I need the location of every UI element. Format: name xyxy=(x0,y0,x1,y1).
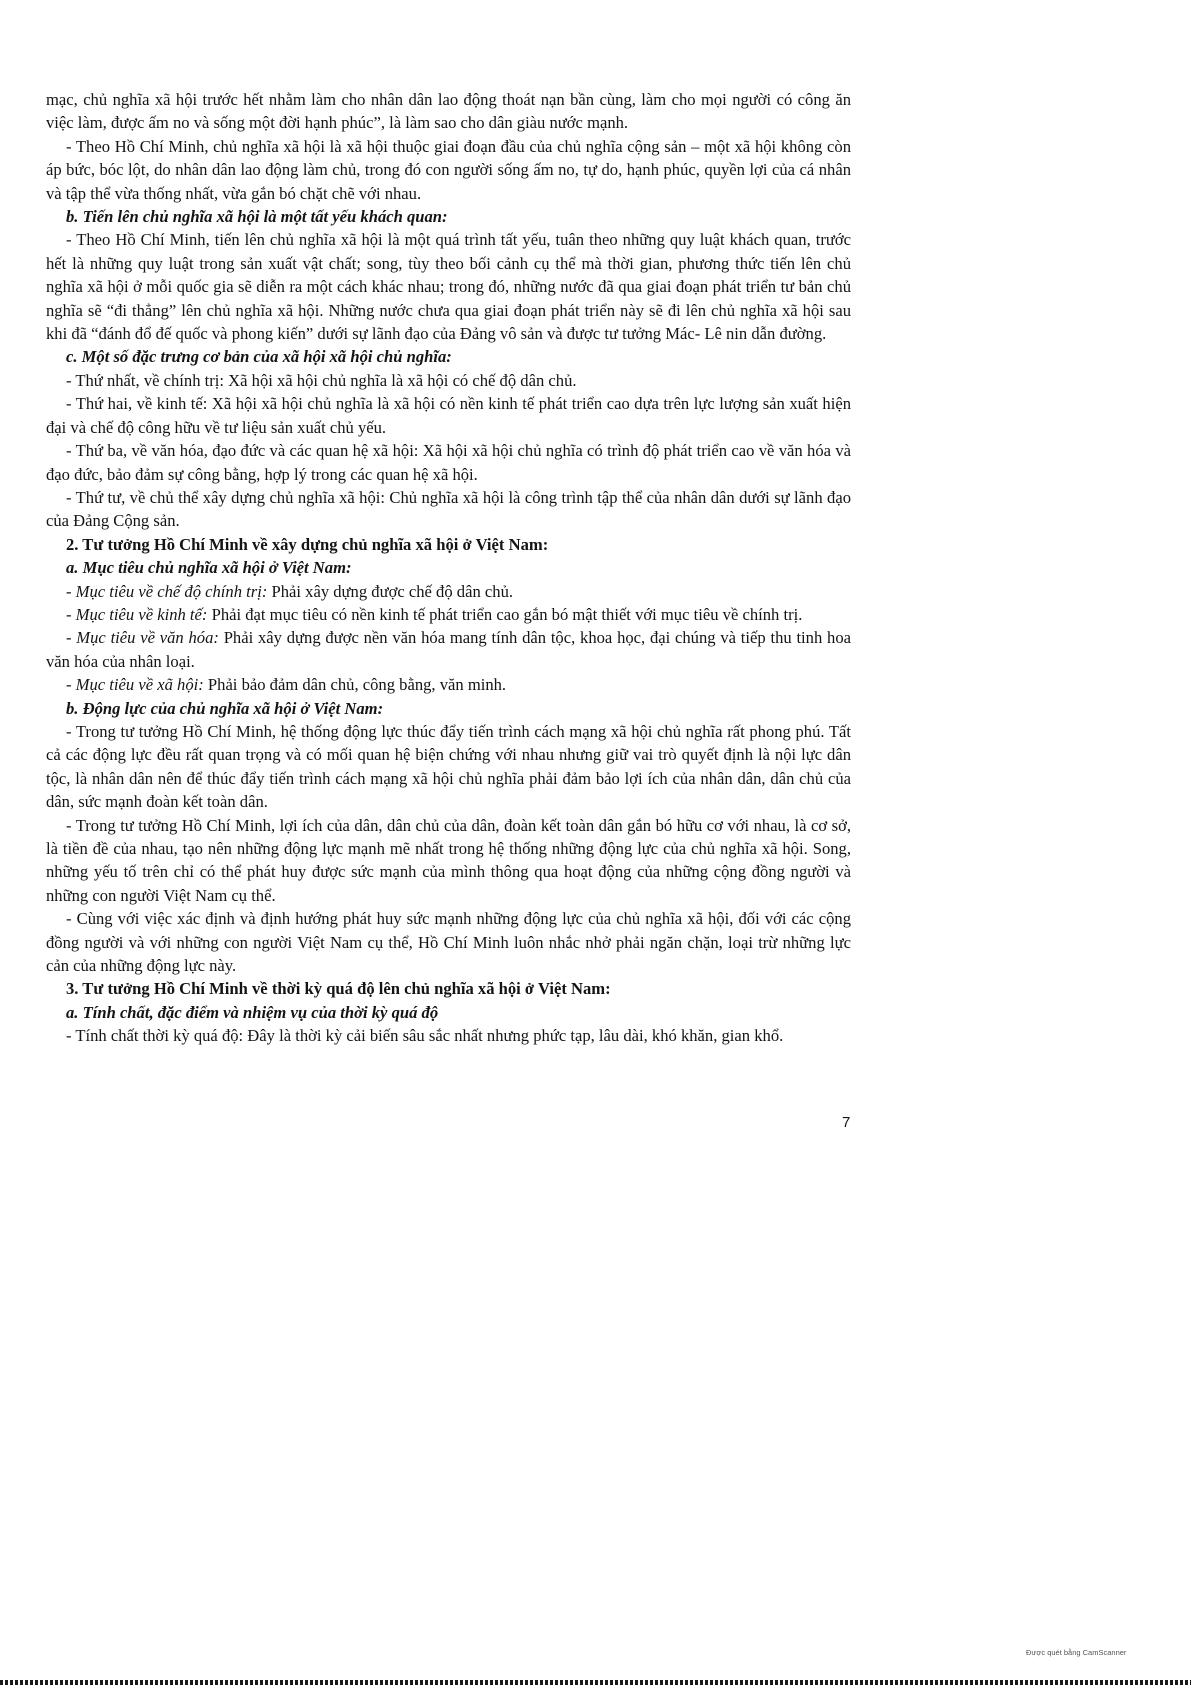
section-heading: b. Tiến lên chủ nghĩa xã hội là một tất yếu khách quan: xyxy=(66,207,448,227)
objective-paragraph xyxy=(46,673,851,696)
objective-label: - Mục tiêu về kinh tế: xyxy=(66,604,208,624)
body-paragraph: - Theo Hồ Chí Minh, tiến lên chủ nghĩa xã hội là một quá trình tất yếu, tuân theo những quy luật khách quan, trước hết là những quy luật trong sản xuất vật chất; song, tùy theo bối cảnh cụ thể mà thời gian, phương thức tiến lên chủ nghĩa xã hội ở mỗi quốc gia sẽ diễn ra một cách khác nhau; trong đó, những nước đã qua giai đoạn phát triển tư bản chủ nghĩa sẽ “đi thẳng” lên chủ nghĩa xã hội. Những nước chưa qua giai đoạn phát triển này sẽ đi lên chủ nghĩa xã hội sau khi đã “đánh đổ đế quốc và phong kiến” dưới sự lãnh đạo của Đảng vô sản và được tư tưởng Mác- Lê nin dẫn đường. xyxy=(46,230,851,344)
body-paragraph: - Theo Hồ Chí Minh, chủ nghĩa xã hội là xã hội thuộc giai đoạn đầu của chủ nghĩa cộng sản – một xã hội không còn áp bức, bóc lột, do nhân dân lao động làm chủ, trong đó con người sống ấm no, tự do, hạnh phúc, quyền lợi của cá nhân và tập thể vừa thống nhất, vừa gắn bó chặt chẽ với nhau. xyxy=(46,136,851,203)
body-paragraph: - Cùng với việc xác định và định hướng phát huy sức mạnh những động lực của chủ nghĩa xã hội, đối với các cộng đồng người và với những con người Việt Nam cụ thể, Hồ Chí Minh luôn nhắc nhở phải ngăn chặn, loại trừ những lực cản của những động lực này. xyxy=(46,909,851,976)
body-paragraph: - Trong tư tưởng Hồ Chí Minh, hệ thống động lực thúc đẩy tiến trình cách mạng xã hội chủ nghĩa rất phong phú. Tất cả các động lực đều rất quan trọng và có mối quan hệ biện chứng với nhau nhưng giữ vai trò quyết định là nội lực dân tộc, là nhân dân nên để thúc đẩy tiến trình cách mạng xã hội chủ nghĩa phải đảm bảo lợi ích của nhân dân, dân chủ của dân, sức mạnh đoàn kết toàn dân. xyxy=(46,721,851,812)
objective-label: - Mục tiêu về xã hội: xyxy=(66,675,204,695)
objective-text: Phải xây dựng được chế độ dân chủ. xyxy=(267,581,514,601)
body-paragraph: - Trong tư tưởng Hồ Chí Minh, lợi ích của dân, dân chủ của dân, đoàn kết toàn dân gắn bó hữu cơ với nhau, là cơ sở, là tiền đề của nhau, tạo nên những động lực mạnh mẽ nhất trong hệ thống những động lực của chủ nghĩa xã hội. Song, những yếu tố trên chỉ có thể phát huy được sức mạnh của mình thông qua hoạt động của những cộng đồng người và những con người Việt Nam cụ thể. xyxy=(46,815,851,905)
scanner-watermark: Được quét bằng CamScanner xyxy=(1026,1648,1127,1657)
objective-text: Phải bảo đảm dân chủ, công bằng, văn minh. xyxy=(203,675,507,695)
objective-paragraph xyxy=(46,580,851,603)
body-paragraph: mạc, chủ nghĩa xã hội trước hết nhằm làm cho nhân dân lao động thoát nạn bần cùng, làm cho mọi người có công ăn việc làm, được ấm no và sống một đời hạnh phúc”, là làm sao cho dân giàu nước mạnh. xyxy=(46,90,851,133)
body-paragraph: - Thứ hai, về kinh tế: Xã hội xã hội chủ nghĩa là xã hội có nền kinh tế phát triển cao dựa trên lực lượng sản xuất hiện đại và chế độ công hữu về tư liệu sản xuất chủ yếu. xyxy=(46,394,851,437)
document-page xyxy=(46,88,851,1048)
section-heading: a. Mục tiêu chủ nghĩa xã hội ở Việt Nam: xyxy=(66,558,352,578)
objective-label: - Mục tiêu về văn hóa: xyxy=(66,628,219,648)
scan-edge-divider xyxy=(0,1680,1191,1685)
section-heading: b. Động lực của chủ nghĩa xã hội ở Việt Nam: xyxy=(66,698,384,718)
objective-label: - Mục tiêu về chế độ chính trị: xyxy=(66,581,268,601)
objective-paragraph xyxy=(46,626,851,673)
objective-paragraph xyxy=(46,603,851,626)
section-heading: a. Tính chất, đặc điểm và nhiệm vụ của thời kỳ quá độ xyxy=(66,1002,439,1022)
section-heading: 2. Tư tưởng Hồ Chí Minh về xây dựng chủ nghĩa xã hội ở Việt Nam: xyxy=(66,534,549,554)
document-body xyxy=(46,88,851,1048)
objective-text: Phải xây dựng được nền văn hóa mang tính dân tộc, khoa học, đại chúng và tiếp thu tinh hoa văn hóa của nhân loại. xyxy=(46,628,851,671)
body-paragraph: - Thứ nhất, về chính trị: Xã hội xã hội chủ nghĩa là xã hội có chế độ dân chủ. xyxy=(66,370,577,390)
section-heading: c. Một số đặc trưng cơ bản của xã hội xã hội chủ nghĩa: xyxy=(66,347,452,367)
body-paragraph: - Tính chất thời kỳ quá độ: Đây là thời kỳ cải biến sâu sắc nhất nhưng phức tạp, lâu dài, khó khăn, gian khổ. xyxy=(66,1026,784,1046)
body-paragraph: - Thứ tư, về chủ thể xây dựng chủ nghĩa xã hội: Chủ nghĩa xã hội là công trình tập thể của nhân dân dưới sự lãnh đạo của Đảng Cộng sản. xyxy=(46,487,851,531)
page-number: 7 xyxy=(842,1114,851,1131)
objective-text: Phải đạt mục tiêu có nền kinh tế phát triển cao gắn bó mật thiết với mục tiêu về chính trị. xyxy=(207,604,803,624)
section-heading: 3. Tư tưởng Hồ Chí Minh về thời kỳ quá độ lên chủ nghĩa xã hội ở Việt Nam: xyxy=(66,979,611,999)
body-paragraph: - Thứ ba, về văn hóa, đạo đức và các quan hệ xã hội: Xã hội xã hội chủ nghĩa có trình độ phát triển cao về văn hóa và đạo đức, bảo đảm sự công bằng, hợp lý trong các quan hệ xã hội. xyxy=(46,441,851,484)
